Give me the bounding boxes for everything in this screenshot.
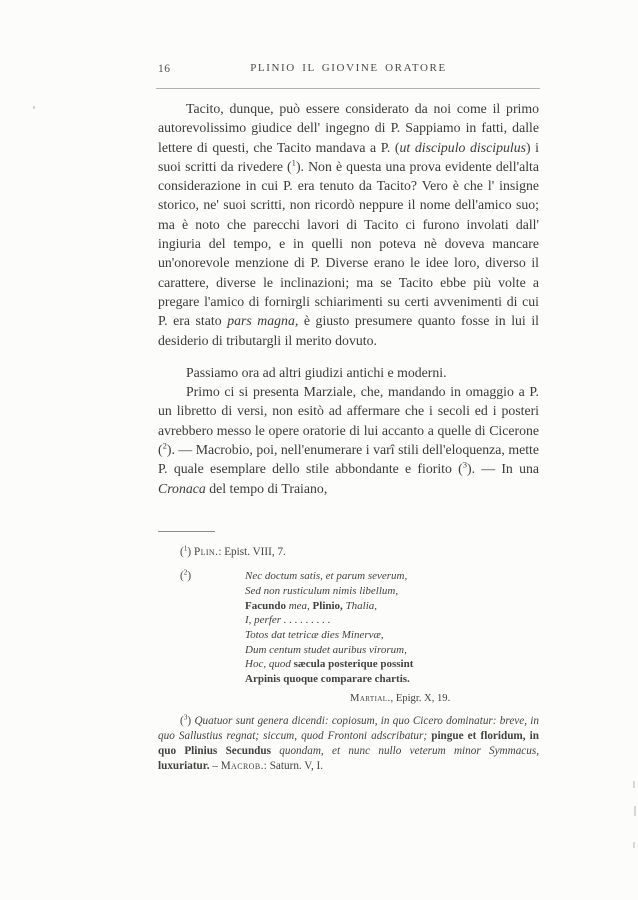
paragraph — [158, 382, 539, 498]
scan-edge-artifact — [634, 806, 636, 816]
text-segment: Arpinis quoque comparare chartis. — [245, 673, 410, 686]
text-segment: pars magna, — [227, 313, 299, 329]
text-segment: : Saturn. V, I. — [263, 760, 324, 773]
text-segment: ) i suoi scritti da rivedere ( — [158, 139, 539, 174]
text-segment: Martial. — [350, 692, 391, 704]
text-segment: Hoc, quod — [245, 658, 294, 671]
text-segment: Plinio, — [312, 599, 343, 612]
poem-line — [245, 584, 539, 599]
text-segment: , Epigr. X, 19. — [390, 692, 451, 704]
footnote — [158, 714, 539, 774]
page-number: 16 — [158, 63, 171, 75]
text-segment: luxuriatur. — [158, 760, 210, 773]
text-segment: Sed non rusticulum nimis libellum, — [245, 584, 399, 597]
text-segment: quondam, et nunc nullo veterum minor Symmacus, — [270, 745, 540, 757]
text-segment: ). — Macrobio, poi, nell'enumerare i varî stili dell'eloquenza, mette P. quale esemplare dello stile abbondante e fiorito ( — [158, 442, 539, 477]
footnote-marker: ($^2$) — [180, 567, 192, 583]
text-segment: mea, — [285, 599, 313, 612]
poem-line — [245, 613, 539, 628]
text-segment: Passiamo ora ad altri giudizi antichi e moderni. — [186, 364, 447, 380]
footnote-ref: 1 — [291, 157, 296, 168]
text-segment: pingue et floridum, in quo Plinius Secundus — [158, 729, 540, 757]
text-segment: Quatuor sunt genera dicendi: copiosum, in quo Cicero dominatur: breve, in quo Sallustius regnat; siccum, quod Frontoni adscribatur; — [158, 714, 539, 742]
text-segment: ). Non è questa una prova evidente dell'alta considerazione in cui P. era tenuto da Tacito? Vero è che l' insigne storico, ne' suoi scritti, non ricordò neppure il nome dell'amico suo; ma è noto che parecchi lavori di Tacito ci furono involati dall' ingiuria del tempo, e in quelli non poteva nè doveva mancare un'onorevole menzione di P. Diverse erano le idee loro, diverso il carattere, diverse le inclinazioni; ma se Tacito ebbe più volte a pregare l'amico di fornirgli schiarimenti su certi avvenimenti di cui P. era stato — [158, 158, 539, 329]
scan-speck — [33, 106, 35, 109]
footnote-ref: 3 — [462, 459, 467, 470]
poem-line — [245, 657, 539, 672]
poem — [245, 569, 539, 687]
text-segment: Primo ci si presenta Marziale, che, mandando in omaggio a P. un libretto di versi, non esitò ad affermare che i secoli ed i posteri avrebbero messo le opere oratorie di lui accanto a quelle di Cicerone ( — [158, 384, 539, 458]
text-segment: Plin. — [193, 546, 219, 558]
footnote-separator — [158, 531, 215, 532]
footnote-marker: ($^3$) — [180, 712, 195, 727]
paragraph — [158, 99, 539, 350]
scan-edge-artifact — [633, 781, 635, 788]
poem-line — [245, 628, 539, 643]
text-segment: sæcula posterique possint — [293, 658, 414, 671]
text-segment: del tempo di Traiano, — [205, 480, 328, 496]
footnote — [158, 545, 539, 560]
text-segment: Cronaca — [158, 480, 206, 496]
scan-edge-artifact — [633, 842, 635, 848]
poem-attribution — [350, 691, 539, 706]
running-header — [158, 61, 539, 77]
paragraph — [158, 363, 539, 382]
footnote-marker: ($^1$) — [180, 543, 194, 558]
text-segment: Nec doctum satis, et parum severum, — [245, 570, 408, 583]
poem-line — [245, 643, 539, 658]
text-segment: – — [209, 760, 221, 773]
text-segment: ). — In una — [467, 461, 539, 477]
text-segment: ut discipulo discipulus — [399, 139, 526, 155]
text-segment: Totos dat tetricæ dies Minervæ, — [245, 628, 384, 641]
poem-line — [245, 672, 539, 687]
text-segment: Thalia, — [342, 599, 378, 612]
poem-line — [245, 599, 539, 614]
footnotes — [158, 545, 539, 774]
running-title: PLINIO IL GIOVINE ORATORE — [250, 62, 447, 74]
footnote — [158, 569, 539, 706]
text-segment: è giusto presumere quanto fosse in lui il desiderio di tributargli il merito dovuto. — [158, 313, 539, 348]
text-segment: Macrob. — [220, 760, 264, 773]
text-segment: Tacito, dunque, può essere considerato da noi come il primo autorevolissimo giudice dell' ingegno di P. Sappiamo in fatti, dalle lettere di questi, che Tacito mandava a P. ( — [158, 101, 539, 155]
poem-line — [245, 569, 539, 584]
text-segment: Dum centum studet auribus virorum, — [245, 643, 407, 656]
body-text — [158, 99, 539, 498]
text-segment: : Epist. VIII, 7. — [218, 546, 286, 558]
text-segment: Facundo — [245, 599, 286, 612]
footnote-ref: 2 — [162, 440, 167, 451]
text-segment: I, perfer . . . . . . . . . — [245, 614, 331, 627]
header-rule — [156, 88, 540, 89]
